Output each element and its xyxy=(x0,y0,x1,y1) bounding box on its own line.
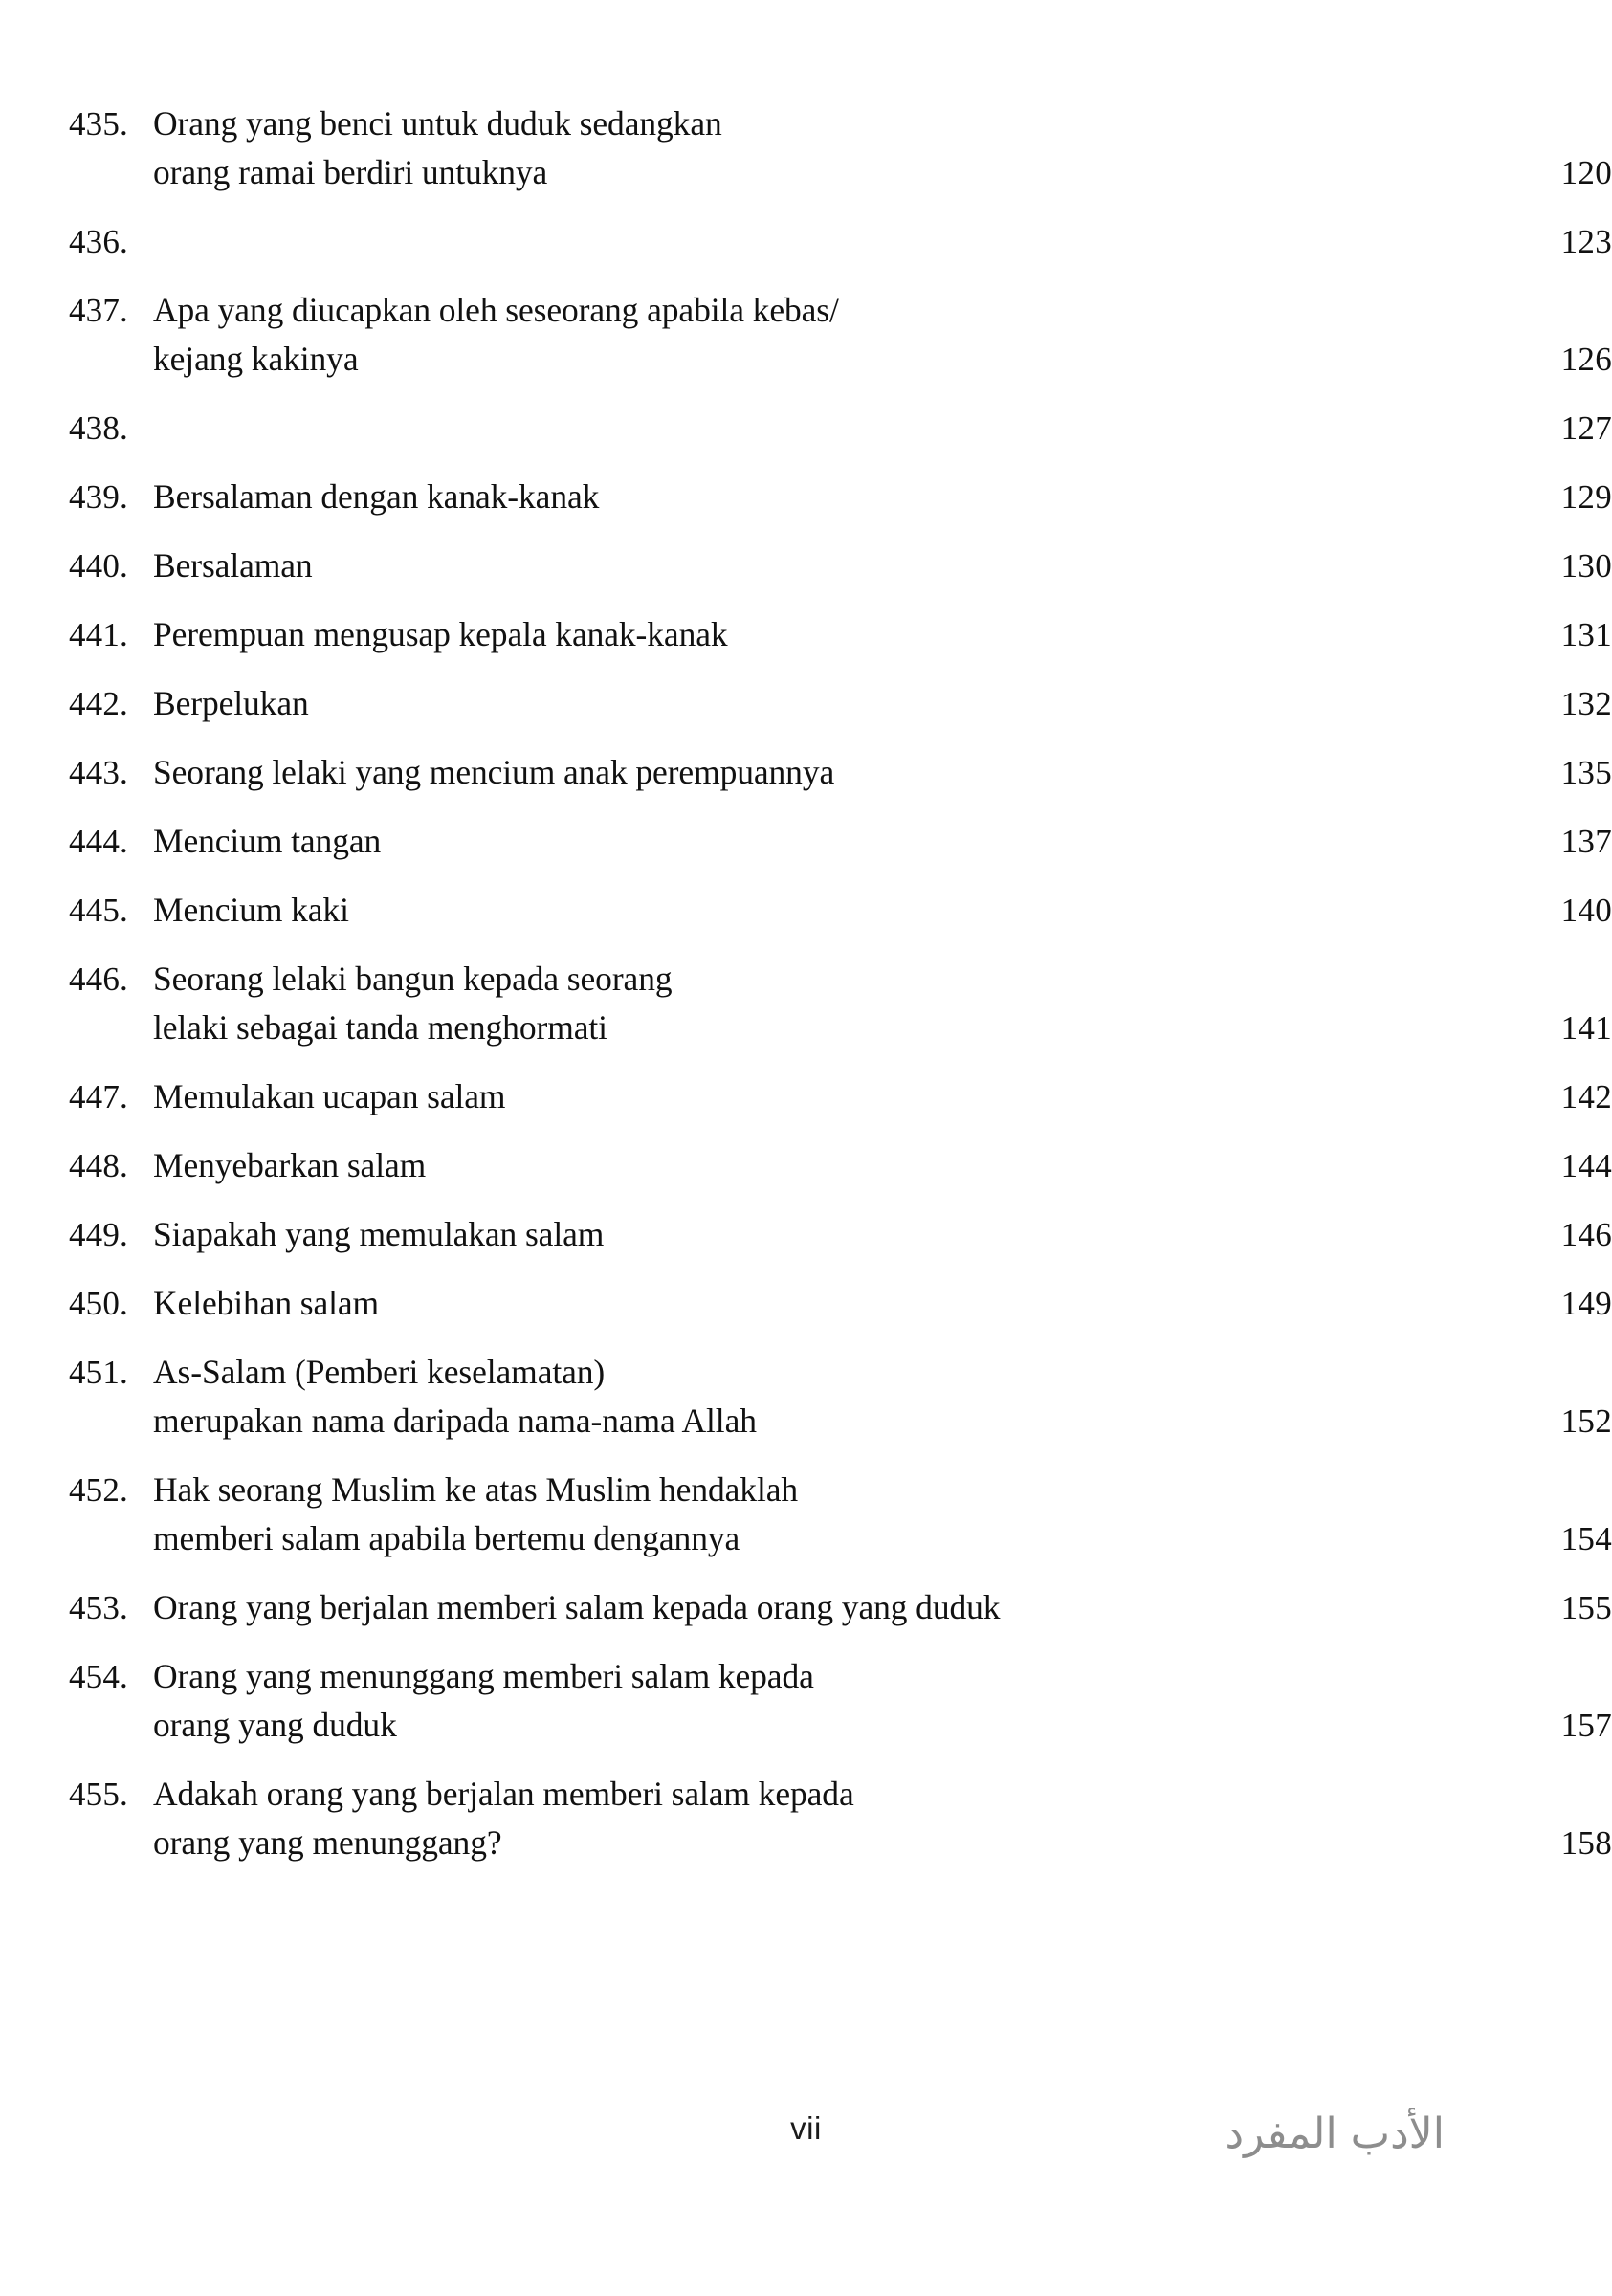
toc-entry-page-number[interactable]: 137 xyxy=(1560,823,1612,860)
toc-entry-body xyxy=(153,286,1612,384)
toc-entry-title-line: Orang yang menunggang memberi salam kepada xyxy=(153,1657,814,1695)
toc-entry-number: 445. xyxy=(68,892,128,929)
toc-entry-number: 440. xyxy=(68,547,128,585)
toc-entry-page-number[interactable]: 135 xyxy=(1560,754,1612,791)
toc-entry-number: 442. xyxy=(68,685,128,722)
toc-entry-number: 451. xyxy=(68,1354,128,1391)
toc-entry[interactable] xyxy=(0,217,1612,266)
toc-entry-page-number[interactable]: 154 xyxy=(1560,1520,1612,1557)
toc-entry[interactable] xyxy=(0,286,1612,384)
toc-entry-title-line: As-Salam (Pemberi keselamatan) xyxy=(153,1353,606,1391)
toc-entry-title-line: Menyebarkan salam xyxy=(153,1146,427,1184)
toc-entry-title-line: Kelebihan salam xyxy=(153,1284,380,1322)
toc-entry-title xyxy=(153,1652,1612,1750)
toc-entry-title xyxy=(153,955,1612,1052)
toc-entry-title xyxy=(153,1210,1612,1259)
toc-entry-title xyxy=(153,1770,1612,1867)
toc-entry-title xyxy=(153,1583,1612,1632)
toc-entry-number: 439. xyxy=(68,478,128,516)
toc-entry-body xyxy=(153,1210,1612,1259)
toc-entry-page-number[interactable]: 155 xyxy=(1560,1589,1612,1626)
toc-entry-page-number[interactable]: 140 xyxy=(1560,892,1612,929)
toc-entry-page-number[interactable]: 149 xyxy=(1560,1285,1612,1322)
toc-entry-page-number[interactable]: 158 xyxy=(1560,1824,1612,1862)
toc-entry-number: 444. xyxy=(68,823,128,860)
toc-entry-title-line xyxy=(153,404,1442,453)
toc-entry-title xyxy=(153,886,1612,935)
toc-entry-title-line: Perempuan mengusap kepala kanak-kanak xyxy=(153,615,728,653)
toc-entry[interactable] xyxy=(0,404,1612,453)
toc-entry-number: 441. xyxy=(68,616,128,653)
toc-entry-number: 447. xyxy=(68,1078,128,1115)
toc-entry-title xyxy=(153,1348,1612,1446)
toc-entry-number: 436. xyxy=(68,223,128,260)
toc-entry[interactable] xyxy=(0,1210,1612,1259)
toc-entry-body xyxy=(153,679,1612,728)
toc-entry-page-number[interactable]: 157 xyxy=(1560,1707,1612,1744)
toc-entry[interactable] xyxy=(0,610,1612,659)
toc-entry-title-line: lelaki sebagai tanda menghormati xyxy=(153,1008,607,1047)
toc-entry-title-line: Berpelukan xyxy=(153,684,309,722)
toc-entry-title-line: merupakan nama daripada nama-nama Allah xyxy=(153,1402,757,1440)
toc-entry-title xyxy=(153,217,1612,266)
toc-entry-number: 446. xyxy=(68,960,128,998)
toc-entry-body xyxy=(153,1770,1612,1867)
toc-entry-number: 450. xyxy=(68,1285,128,1322)
toc-entry-title-line: orang ramai berdiri untuknya xyxy=(153,153,548,191)
toc-entry[interactable] xyxy=(0,1583,1612,1632)
toc-entry-page-number[interactable]: 126 xyxy=(1560,341,1612,378)
toc-entry-title-line: Seorang lelaki yang mencium anak perempuannya xyxy=(153,753,835,791)
toc-entry-number: 435. xyxy=(68,105,128,143)
toc-entry-number: 437. xyxy=(68,292,128,329)
toc-entry-title-line: Apa yang diucapkan oleh seseorang apabila kebas/ xyxy=(153,291,839,329)
toc-entry[interactable] xyxy=(0,99,1612,197)
toc-entry-number: 453. xyxy=(68,1589,128,1626)
toc-entry-title-line: Mencium tangan xyxy=(153,822,382,860)
toc-entry-body xyxy=(153,1466,1612,1563)
toc-entry-title-line: Bersalaman xyxy=(153,546,313,585)
toc-entry-page-number[interactable]: 141 xyxy=(1560,1009,1612,1047)
toc-entry-page-number[interactable]: 132 xyxy=(1560,685,1612,722)
toc-entry[interactable] xyxy=(0,955,1612,1052)
toc-entry-title-line: Mencium kaki xyxy=(153,891,349,929)
toc-entry-number: 449. xyxy=(68,1216,128,1253)
toc-entry[interactable] xyxy=(0,748,1612,797)
toc-entry-title-line: Hak seorang Muslim ke atas Muslim hendaklah xyxy=(153,1470,799,1509)
toc-entry-title xyxy=(153,679,1612,728)
toc-entry-title-line: kejang kakinya xyxy=(153,340,359,378)
toc-entry[interactable] xyxy=(0,1652,1612,1750)
toc-entry-title-line: orang yang menunggang? xyxy=(153,1823,502,1862)
toc-entry-title-line: memberi salam apabila bertemu dengannya xyxy=(153,1519,740,1557)
toc-entry-body xyxy=(153,1583,1612,1632)
toc-entry-title-line: Orang yang benci untuk duduk sedangkan xyxy=(153,104,722,143)
toc-entry[interactable] xyxy=(0,1348,1612,1446)
toc-entry-body xyxy=(153,473,1612,521)
toc-entry-title xyxy=(153,473,1612,521)
toc-entry-title xyxy=(153,541,1612,590)
toc-entry-number: 443. xyxy=(68,754,128,791)
toc-entry-body xyxy=(153,886,1612,935)
toc-entry-number: 455. xyxy=(68,1776,128,1813)
toc-entry-title xyxy=(153,99,1612,197)
toc-entry-page-number[interactable]: 127 xyxy=(1560,409,1612,447)
toc-entry-title-line xyxy=(153,217,1442,266)
toc-entry-body xyxy=(153,955,1612,1052)
toc-entry-title xyxy=(153,610,1612,659)
toc-entry-page-number[interactable]: 130 xyxy=(1560,547,1612,585)
toc-entry-body xyxy=(153,99,1612,197)
toc-entry-body xyxy=(153,817,1612,866)
toc-entry[interactable] xyxy=(0,817,1612,866)
toc-entry-body xyxy=(153,404,1612,453)
toc-entry-page-number[interactable]: 142 xyxy=(1560,1078,1612,1115)
toc-entry-title-line: orang yang duduk xyxy=(153,1706,397,1744)
toc-entry-page-number[interactable]: 120 xyxy=(1560,154,1612,191)
toc-entry-title xyxy=(153,1141,1612,1190)
ornament-arabic-text: الأدب المفرد xyxy=(1225,2109,1445,2158)
toc-entry-page-number[interactable]: 146 xyxy=(1560,1216,1612,1253)
toc-entry-title xyxy=(153,1072,1612,1121)
toc-entry-title-line: Memulakan ucapan salam xyxy=(153,1077,506,1115)
toc-entry-page-number[interactable]: 131 xyxy=(1560,616,1612,653)
toc-entry-body xyxy=(153,541,1612,590)
toc-entry-title xyxy=(153,1279,1612,1328)
toc-entry-title-line: Orang yang berjalan memberi salam kepada orang yang duduk xyxy=(153,1588,1001,1626)
toc-entry[interactable] xyxy=(0,1279,1612,1328)
toc-entry-body xyxy=(153,1141,1612,1190)
toc-entry[interactable] xyxy=(0,679,1612,728)
toc-entry-body xyxy=(153,1348,1612,1446)
toc-entry-body xyxy=(153,748,1612,797)
toc-entry-page-number[interactable]: 129 xyxy=(1560,478,1612,516)
toc-entry[interactable] xyxy=(0,1770,1612,1867)
toc-entry-page-number[interactable]: 123 xyxy=(1560,223,1612,260)
toc-entry-title-line: Adakah orang yang berjalan memberi salam kepada xyxy=(153,1775,854,1813)
toc-entry-body xyxy=(153,217,1612,266)
toc-entry-page-number[interactable]: 152 xyxy=(1560,1402,1612,1440)
toc-entry-title-line: Siapakah yang memulakan salam xyxy=(153,1215,605,1253)
toc-entry-body xyxy=(153,1072,1612,1121)
toc-entry-title xyxy=(153,404,1612,453)
toc-entry[interactable] xyxy=(0,886,1612,935)
toc-entry-title xyxy=(153,1466,1612,1563)
toc-entry[interactable] xyxy=(0,1072,1612,1121)
toc-entry[interactable] xyxy=(0,473,1612,521)
toc-entry[interactable] xyxy=(0,1141,1612,1190)
toc-entry[interactable] xyxy=(0,1466,1612,1563)
toc-entry-title xyxy=(153,748,1612,797)
toc-entry-number: 448. xyxy=(68,1147,128,1184)
toc-entry-title-line: Bersalaman dengan kanak-kanak xyxy=(153,477,600,516)
toc-entry-page-number[interactable]: 144 xyxy=(1560,1147,1612,1184)
book-title-ornament-icon xyxy=(1225,2082,1445,2187)
toc-entry-title xyxy=(153,286,1612,384)
page-folio-number: vii xyxy=(790,2110,822,2146)
table-of-contents-list xyxy=(0,99,1612,1888)
toc-entry-number: 454. xyxy=(68,1658,128,1695)
toc-entry-number: 438. xyxy=(68,409,128,447)
toc-entry-body xyxy=(153,1652,1612,1750)
toc-entry-title xyxy=(153,817,1612,866)
toc-entry[interactable] xyxy=(0,541,1612,590)
toc-entry-number: 452. xyxy=(68,1471,128,1509)
toc-entry-title-line: Seorang lelaki bangun kepada seorang xyxy=(153,960,673,998)
toc-entry-body xyxy=(153,1279,1612,1328)
toc-entry-body xyxy=(153,610,1612,659)
